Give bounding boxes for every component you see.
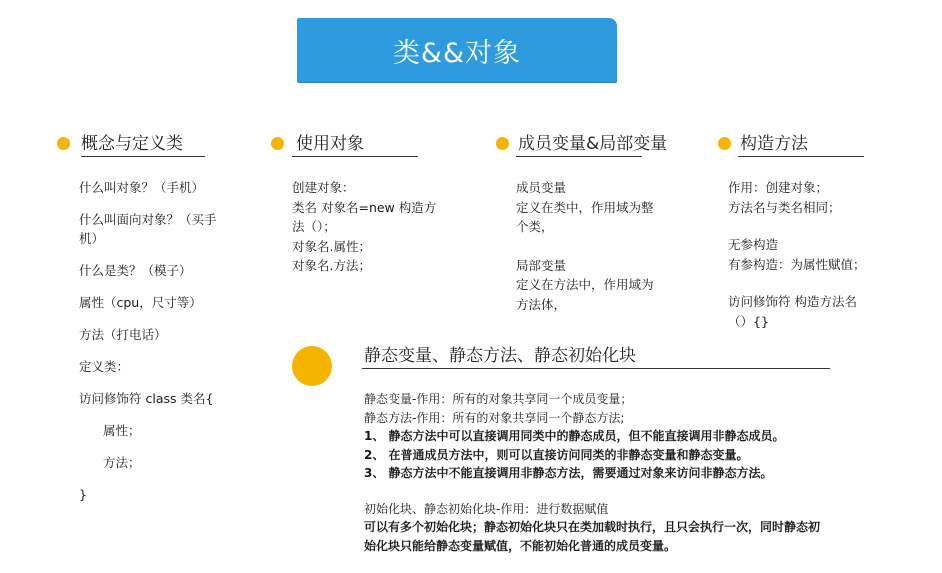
static-line: 始化块只能给静态变量赋值，不能初始化普通的成员变量。	[364, 538, 677, 553]
use-line: 法（）；	[292, 219, 336, 234]
concept-line: 访问修饰符 class 类名{	[79, 391, 214, 406]
concept-underline	[81, 156, 205, 157]
static-line: 初始化块、静态初始化块-作用：进行数据赋值	[364, 501, 609, 516]
bullet-dot-icon	[292, 346, 332, 386]
ctor-line: 无参构造	[728, 237, 779, 252]
concept-line: 方法；	[103, 455, 141, 470]
use-underline	[292, 156, 418, 157]
concept-line: 属性（cpu，尺寸等）	[79, 295, 202, 310]
concept-line: 什么是类？（模子）	[79, 263, 192, 278]
ctor-underline	[738, 156, 864, 157]
static-line: 静态变量-作用：所有的对象共享同一个成员变量；	[364, 392, 633, 406]
use-line: 类名 对象名=new 构造方	[292, 199, 437, 215]
ctor-line: 有参构造：为属性赋值；	[728, 256, 866, 272]
ctor-line: 方法名与类名相同；	[728, 199, 841, 215]
ctor-line: 访问修饰符 构造方法名	[728, 294, 857, 309]
ctor-line: （）{}	[728, 313, 769, 329]
concept-line: 方法（打电话）	[79, 327, 167, 342]
concept-line: 什么叫面向对象？（买手	[79, 212, 217, 227]
concept-line: 定义类：	[79, 359, 130, 374]
member-line: 定义在方法中，作用域为	[516, 277, 654, 292]
concept-line: 属性；	[103, 423, 141, 438]
title-banner	[297, 18, 617, 82]
member-line: 个类，	[516, 219, 554, 234]
static-line: 3、 静态方法中不能直接调用非静态方法，需要通过对象来访问非静态方法。	[364, 466, 773, 480]
static-underline	[362, 368, 830, 369]
use-line: 对象名.属性；	[292, 238, 371, 254]
member-line: 局部变量	[516, 257, 567, 273]
ctor-line: 作用：创建对象；	[728, 180, 829, 195]
concept-line: }	[79, 487, 87, 502]
bullet-dot-icon	[57, 137, 70, 150]
bullet-dot-icon	[271, 137, 284, 150]
ctor-heading: 构造方法	[740, 134, 808, 154]
bullet-dot-icon	[496, 137, 509, 150]
page-title: 类&&对象	[392, 37, 522, 69]
bullet-dot-icon	[718, 137, 731, 150]
ctor-body	[728, 178, 866, 331]
static-body	[364, 390, 820, 555]
member-line: 定义在类中，作用域为整	[516, 199, 654, 215]
member-heading: 成员变量&局部变量	[518, 134, 668, 154]
use-heading: 使用对象	[296, 134, 364, 154]
concept-line: 机）	[79, 231, 105, 246]
member-body	[516, 178, 654, 314]
member-line: 成员变量	[516, 180, 567, 195]
static-line: 可以有多个初始化块；静态初始化块只在类加载时执行，且只会执行一次，同时静态初	[364, 520, 821, 534]
static-line: 静态方法-作用：所有的对象共享同一个静态方法;	[364, 410, 625, 425]
static-heading: 静态变量、静态方法、静态初始化块	[364, 346, 636, 366]
concept-heading: 概念与定义类	[81, 134, 183, 154]
use-body	[292, 178, 436, 276]
member-underline	[516, 156, 642, 157]
use-line: 对象名.方法；	[292, 258, 371, 273]
static-line: 2、 在普通成员方法中，则可以直接访问同类的非静态变量和静态变量。	[364, 447, 749, 462]
concept-body	[79, 178, 217, 504]
concept-line: 什么叫对象？（手机）	[79, 180, 205, 195]
use-line: 创建对象：	[292, 180, 355, 195]
static-line: 1、 静态方法中可以直接调用同类中的静态成员，但不能直接调用非静态成员。	[364, 429, 785, 443]
member-line: 方法体，	[516, 296, 567, 312]
